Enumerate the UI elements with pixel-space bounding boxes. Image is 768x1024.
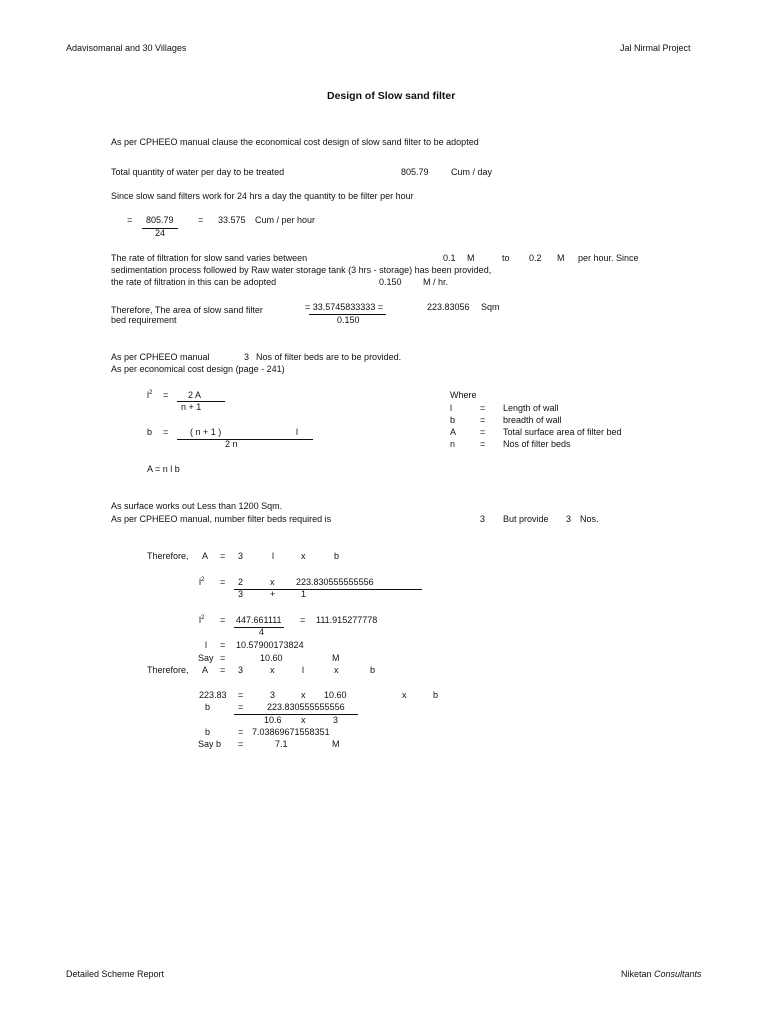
formula-l-denominator: n + 1 (181, 402, 202, 412)
formula-area: A = n l b (147, 464, 180, 474)
where-desc: breadth of wall (503, 415, 562, 425)
calc-x-3: x (334, 665, 339, 675)
area-label-2: bed requirement (111, 315, 177, 325)
calc-l: l (272, 551, 274, 561)
formula-l-numerator: 2 A (188, 390, 202, 400)
calc-l-eq: = (220, 640, 226, 650)
rate-to: to (502, 253, 510, 263)
calc-b-say: 7.1 (275, 739, 288, 749)
calc-b-2: b (370, 665, 376, 675)
calc-area-x: x (301, 690, 306, 700)
calc-three: 3 (238, 551, 244, 561)
calc-l2-num-a: 2 (238, 577, 244, 587)
where-sym: b (450, 415, 456, 425)
calc-b-eq-2: = (238, 727, 244, 737)
area-result: 223.83056 (427, 302, 470, 312)
quantity-value: 805.79 (401, 167, 429, 177)
header-project-name: Jal Nirmal Project (620, 43, 691, 53)
calc-area-three: 3 (270, 690, 276, 700)
calc-a: A (202, 551, 209, 561)
calc-l-value: 10.57900173824 (236, 640, 304, 650)
surface-provide-unit: Nos. (580, 514, 599, 524)
calc-b-symbol-2: b (205, 727, 211, 737)
calc-l2b-den: 4 (259, 627, 265, 637)
where-sym: n (450, 439, 456, 449)
per-hour-result: 33.575 (218, 215, 246, 225)
calc-l2-symbol: $l^2$ (199, 577, 205, 587)
rate-low: 0.1 (443, 253, 456, 263)
calc-area-b: b (433, 690, 439, 700)
calc-l-say-unit: M (332, 653, 340, 663)
per-hour-numerator: 805.79 (146, 215, 174, 225)
formula-l-symbol: $l^2$ (147, 390, 153, 400)
per-hour-sentence: Since slow sand filters work for 24 hrs a day the quantity to be filter per hour (111, 191, 414, 201)
surface-provide: But provide (503, 514, 549, 524)
where-sym: A (450, 427, 457, 437)
calc-x-2: x (270, 665, 275, 675)
calc-b-num: 223.830555555556 (267, 702, 345, 712)
calc-say: Say (198, 653, 214, 663)
area-numerator: = 33.5745833333 = (305, 302, 384, 312)
calc-l2b-num: 447.661111 (236, 615, 282, 625)
calc-three-2: 3 (238, 665, 244, 675)
surface-provide-num: 3 (566, 514, 572, 524)
calc-l2b-result: 111.915277778 (316, 615, 378, 625)
per-hour-equals-2: = (198, 215, 204, 225)
calc-area-l: 10.60 (324, 690, 347, 700)
calc-l2-den-b: + (270, 589, 276, 599)
quantity-unit: Cum / day (451, 167, 493, 177)
calc-say-b: Say b (198, 739, 222, 749)
formula-b-l: l (296, 427, 298, 437)
formula-b-numerator: ( n + 1 ) (190, 427, 222, 437)
beds-line-1-post: Nos of filter beds are to be provided. (256, 352, 402, 362)
per-hour-denominator: 24 (155, 228, 166, 238)
calc-area-x-2: x (402, 690, 407, 700)
beds-line-2: As per economical cost design (page - 241) (111, 364, 285, 374)
calc-b-den-a: 10.6 (264, 715, 282, 725)
calc-b-symbol: b (205, 702, 211, 712)
calc-x: x (301, 551, 306, 561)
where-desc: Nos of filter beds (503, 439, 571, 449)
where-desc: Length of wall (503, 403, 559, 413)
calc-say-b-eq: = (238, 739, 244, 749)
beds-line-1-num: 3 (244, 352, 250, 362)
calc-l2-eq: = (220, 577, 226, 587)
where-eq: = (480, 427, 486, 437)
calc-l2-den-a: 3 (238, 589, 244, 599)
calc-b: b (334, 551, 340, 561)
surface-required: 3 (480, 514, 486, 524)
calc-l2-num-b: 223.830555555556 (296, 577, 374, 587)
calc-a-2: A (202, 665, 209, 675)
rate-line-2: sedimentation process followed by Raw water storage tank (3 hrs - storage) has been provided, (111, 265, 492, 275)
calc-l2b-eq-2: = (300, 615, 306, 625)
calc-l2-x: x (270, 577, 275, 587)
calc-l-2: l (302, 665, 304, 675)
area-label-1: Therefore, The area of slow sand filter (111, 305, 263, 315)
where-eq: = (480, 403, 486, 413)
formula-b-equals: = (163, 427, 169, 437)
area-unit: Sqm (481, 302, 500, 312)
header-project-location: Adavisomanal and 30 Villages (66, 43, 187, 53)
rate-unit-1: M (467, 253, 475, 263)
quantity-label: Total quantity of water per day to be treated (111, 167, 285, 177)
rate-line-1: The rate of filtration for slow sand varies between (111, 253, 308, 263)
formula-b-symbol: b (147, 427, 153, 437)
rate-high: 0.2 (529, 253, 542, 263)
footer-report-name: Detailed Scheme Report (66, 969, 165, 979)
calc-l2b-eq: = (220, 615, 226, 625)
per-hour-equals: = (127, 215, 133, 225)
where-desc: Total surface area of filter bed (503, 427, 622, 437)
intro-text: As per CPHEEO manual clause the economical cost design of slow sand filter to be adopted (111, 137, 479, 147)
surface-line-2: As per CPHEEO manual, number filter beds required is (111, 514, 332, 524)
rate-tail: per hour. Since (578, 253, 639, 263)
fraction-bar (177, 439, 313, 440)
calc-b-value: 7.03869671558351 (252, 727, 330, 737)
fraction-bar (234, 714, 358, 715)
where-eq: = (480, 415, 486, 425)
calc-area-value: 223.83 (199, 690, 227, 700)
calc-therefore-2: Therefore, (147, 665, 189, 675)
footer-company: Niketan Consultants (621, 969, 702, 979)
per-hour-unit: Cum / per hour (255, 215, 316, 225)
rate-adopted-unit: M / hr. (423, 277, 449, 287)
calc-b-den-x: x (301, 715, 306, 725)
calc-area-eq: = (238, 690, 244, 700)
where-eq: = (480, 439, 486, 449)
area-denominator: 0.150 (337, 315, 360, 325)
surface-line-1: As surface works out Less than 1200 Sqm. (111, 501, 283, 511)
rate-line-3: the rate of filtration in this can be adopted (111, 277, 277, 287)
calc-eq: = (220, 551, 226, 561)
calc-b-den-b: 3 (333, 715, 339, 725)
calc-l-say: 10.60 (260, 653, 283, 663)
calc-say-eq: = (220, 653, 226, 663)
rate-unit-2: M (557, 253, 565, 263)
where-title: Where (450, 390, 477, 400)
fraction-bar (234, 589, 422, 590)
calc-l2b-symbol: $l^2$ (199, 615, 205, 625)
calc-eq-2: = (220, 665, 226, 675)
where-sym: l (450, 403, 452, 413)
calc-therefore: Therefore, (147, 551, 189, 561)
formula-b-denominator: 2 n (225, 439, 238, 449)
formula-l-equals: = (163, 390, 169, 400)
beds-line-1-pre: As per CPHEEO manual (111, 352, 210, 362)
calc-b-say-unit: M (332, 739, 340, 749)
calc-b-eq: = (238, 702, 244, 712)
calc-l-symbol: l (205, 640, 207, 650)
page-title: Design of Slow sand filter (327, 90, 456, 102)
calc-l2-den-c: 1 (301, 589, 307, 599)
rate-adopted: 0.150 (379, 277, 402, 287)
